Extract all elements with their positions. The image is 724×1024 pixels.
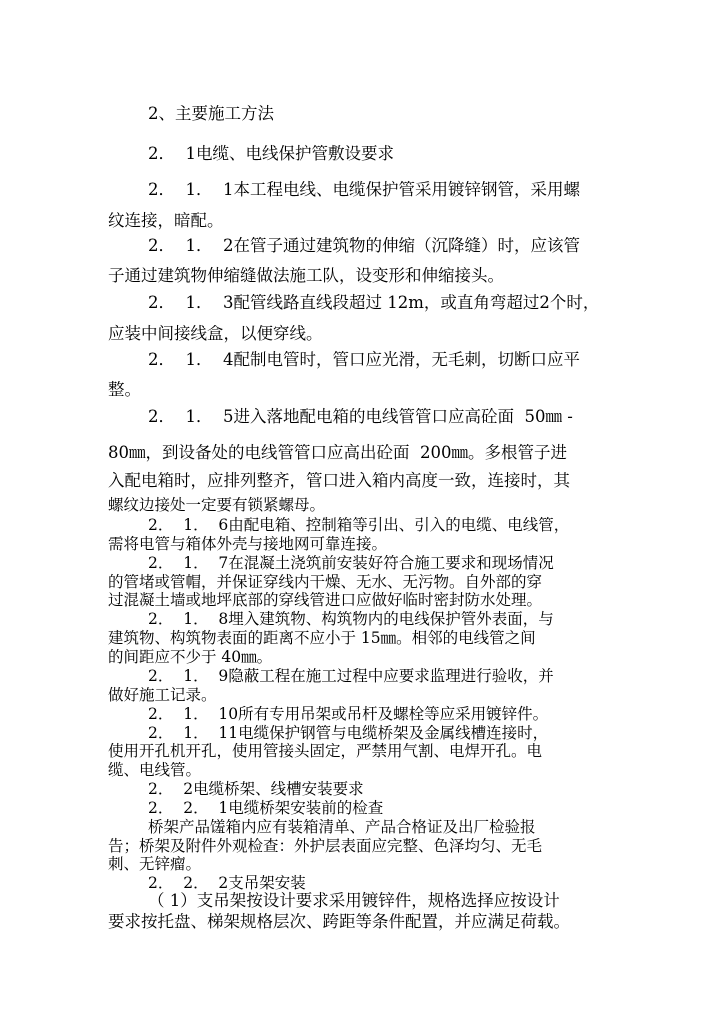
paragraph-line: 2． 1． 8埋入建筑物、构筑物内的电线保护管外表面，与 [148, 610, 554, 628]
subsection-heading: 2． 2电缆桥架、线槽安装要求 [148, 780, 364, 798]
paragraph-line: 2． 1． 9隐蔽工程在施工过程中应要求监理进行验收，并 [148, 667, 554, 685]
paragraph-line: 螺纹边接处一定要有锁紧螺母。 [108, 496, 326, 514]
paragraph-line: 刺、无锌瘤。 [108, 855, 202, 873]
paragraph-line: 整。 [108, 380, 141, 399]
paragraph-line: 2． 1． 3配管线路直线段超过 12m，或直角弯超过2个时， [148, 293, 600, 312]
paragraph-line: 2． 1． 10所有专用吊架或吊杆及螺栓等应采用镀锌件。 [148, 705, 549, 723]
paragraph-line: 需将电管与箱体外壳与接地网可靠连接。 [108, 535, 388, 553]
paragraph-line: 2． 1． 11电缆保护钢管与电缆桥架及金属线槽连接时， [148, 724, 549, 742]
paragraph-line: 建筑物、构筑物表面的距离不应小于 15㎜。相邻的电线管之间 [108, 629, 536, 647]
paragraph-line: 的间距应不少于 40㎜。 [108, 648, 273, 666]
paragraph-line: 应装中间接线盒，以便穿线。 [108, 324, 323, 343]
paragraph-line: 缆、电线管。 [108, 761, 202, 779]
paragraph-line: 过混凝土墙或地坪底部的穿线管进口应做好临时密封防水处理。 [108, 591, 543, 609]
paragraph-line: 子通过建筑物伸缩缝做法施工队，设变形和伸缩接头。 [108, 266, 504, 285]
paragraph-line: 2． 1． 4配制电管时，管口应光滑，无毛刺，切断口应平 [148, 350, 580, 369]
paragraph-line: （ 1）支吊架按设计要求采用镀锌件，规格选择应按设计 [148, 891, 560, 910]
subsection-heading: 2． 1电缆、电线保护管敷设要求 [148, 144, 394, 163]
paragraph-line: 2． 1． 2在管子通过建筑物的伸缩（沉降缝）时，应该管 [148, 236, 580, 255]
paragraph-line: 要求按托盘、梯架规格层次、跨距等条件配置，并应满足荷载。 [108, 912, 570, 931]
paragraph-line: 2． 1． 5进入落地配电箱的电线管管口应高砼面 50㎜ - [148, 407, 573, 426]
paragraph-line: 2． 1． 1本工程电线、电缆保护管采用镀锌钢管，采用螺 [148, 180, 580, 199]
paragraph-line: 入配电箱时，应排列整齐，管口进入箱内高度一致，连接时，其 [108, 471, 570, 490]
paragraph-line: 桥架产品馐箱内应有装箱清单、产品合格证及出厂检验报 [148, 818, 536, 836]
paragraph-line: 纹连接，暗配。 [108, 211, 224, 230]
paragraph-line: 的管堵或管帽，并保证穿线内干燥、无水、无污物。自外部的穿 [108, 573, 543, 591]
paragraph-line: 2． 1． 7在混凝土浇筑前安装好符合施工要求和现场情况 [148, 554, 554, 572]
paragraph-line: 使用开孔机开孔，使用管接头固定，严禁用气割、电焊开孔。电 [108, 742, 543, 760]
subsection-heading: 2． 2． 2支吊架安装 [148, 874, 306, 892]
paragraph-line: 80㎜，到设备处的电线管管口应高出砼面 200㎜。多根管子进 [108, 443, 567, 462]
paragraph-line: 告；桥架及附件外观检查：外护层表面应完整、色泽均匀、无毛 [108, 837, 543, 855]
subsection-heading: 2． 2． 1电缆桥架安装前的检查 [148, 799, 384, 817]
paragraph-line: 2． 1． 6由配电箱、控制箱等引出、引入的电缆、电线管， [148, 516, 570, 534]
paragraph-line: 做好施工记录。 [108, 686, 217, 704]
section-heading: 2、主要施工方法 [148, 104, 274, 123]
